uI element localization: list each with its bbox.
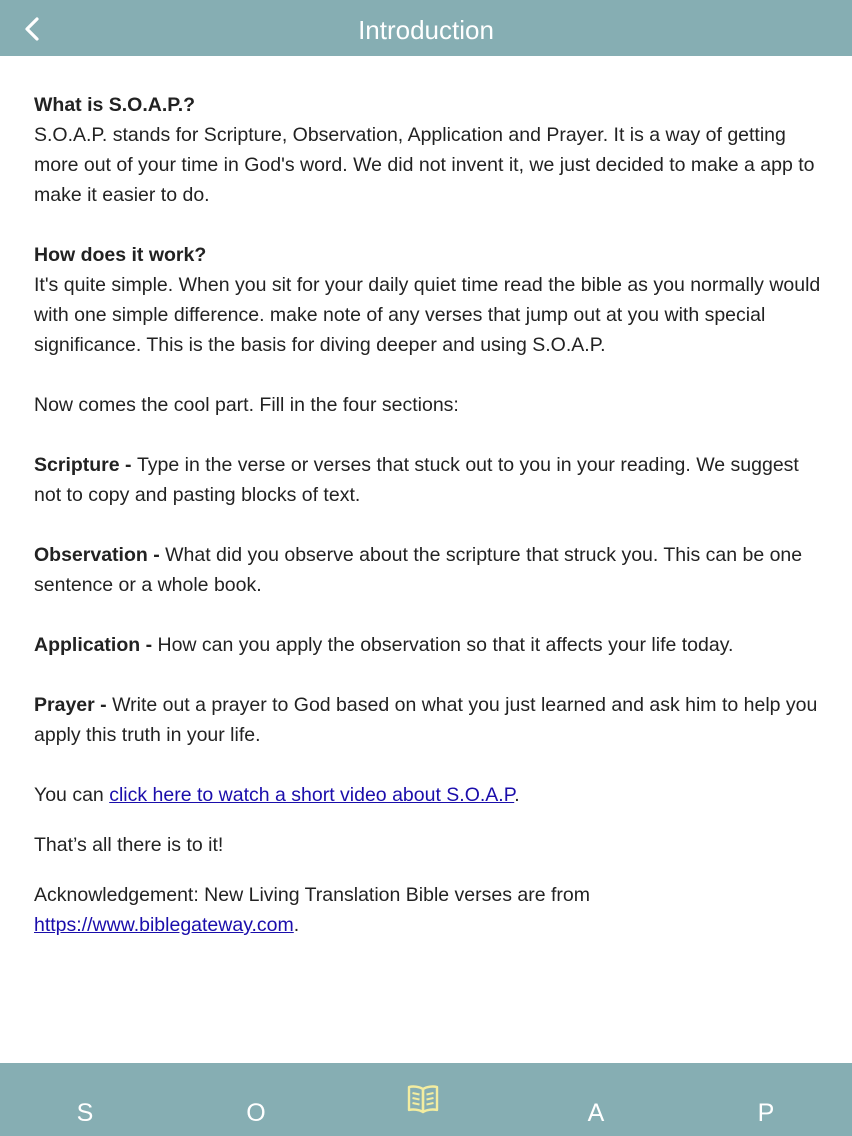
tab-label-s: S [76,1099,94,1127]
application-section [34,630,824,660]
video-line [34,780,824,810]
scripture-section [34,450,824,510]
application-label: Application - [34,634,158,656]
section-heading-how [34,240,824,270]
tab-introduction[interactable] [406,1082,440,1116]
open-book-icon [406,1082,440,1116]
tab-label-o: O [246,1099,266,1127]
application-text: How can you apply the observation so that it affects your life today. [157,634,734,656]
video-link[interactable]: click here to watch a short video about S.O.A.P [109,784,515,806]
tab-application[interactable] [536,1063,656,1136]
page-title: Introduction [358,15,494,45]
prayer-text: Write out a prayer to God based on what you just learned and ask him to help you apply this truth in your life. [34,694,818,746]
section-heading-what [34,90,824,120]
scripture-label: Scripture - [34,454,137,476]
bottom-tab-bar [0,1063,852,1136]
intro-content [34,90,824,940]
acknowledgement-link-line [34,910,824,940]
biblegateway-link[interactable]: https://www.biblegateway.com [34,914,294,936]
scripture-text: Type in the verse or verses that stuck out to you in your reading. We suggest not to copy and pasting blocks of text. [34,454,799,506]
all-there-text: That’s all there is to it! [34,834,224,856]
how-heading-text: How does it work? [34,244,207,266]
acknowledgement-text: Acknowledgement: New Living Translation Bible verses are from [34,884,591,906]
video-suffix: . [514,784,520,806]
what-heading-text: What is S.O.A.P.? [34,94,196,116]
tab-label-a: A [587,1099,605,1127]
prayer-section [34,690,824,750]
observation-text: What did you observe about the scripture that struck you. This can be one sentence or a whole book. [34,544,803,596]
tab-scripture[interactable] [25,1063,145,1136]
tab-prayer[interactable] [706,1063,826,1136]
ack-suffix: . [293,914,300,936]
how-body: It's quite simple. When you sit for your daily quiet time read the bible as you normally would with one simple difference. make note of any verses that jump out at you with special significance. This is the basis for diving deeper and using S.O.A.P. [34,274,821,356]
tab-observation[interactable] [196,1063,316,1136]
what-body: S.O.A.P. stands for Scripture, Observation, Application and Prayer. It is a way of getting more out of your time in God's word. We did not invent it, we just decided to make a app to make it easier to do. [34,124,815,206]
tab-label-p: P [757,1099,775,1127]
prayer-label: Prayer - [34,694,113,716]
video-prefix: You can [34,784,110,806]
observation-section [34,540,824,600]
observation-label: Observation - [34,544,166,566]
navigation-bar [0,0,852,56]
cool-part-text: Now comes the cool part. Fill in the four sections: [34,394,459,416]
